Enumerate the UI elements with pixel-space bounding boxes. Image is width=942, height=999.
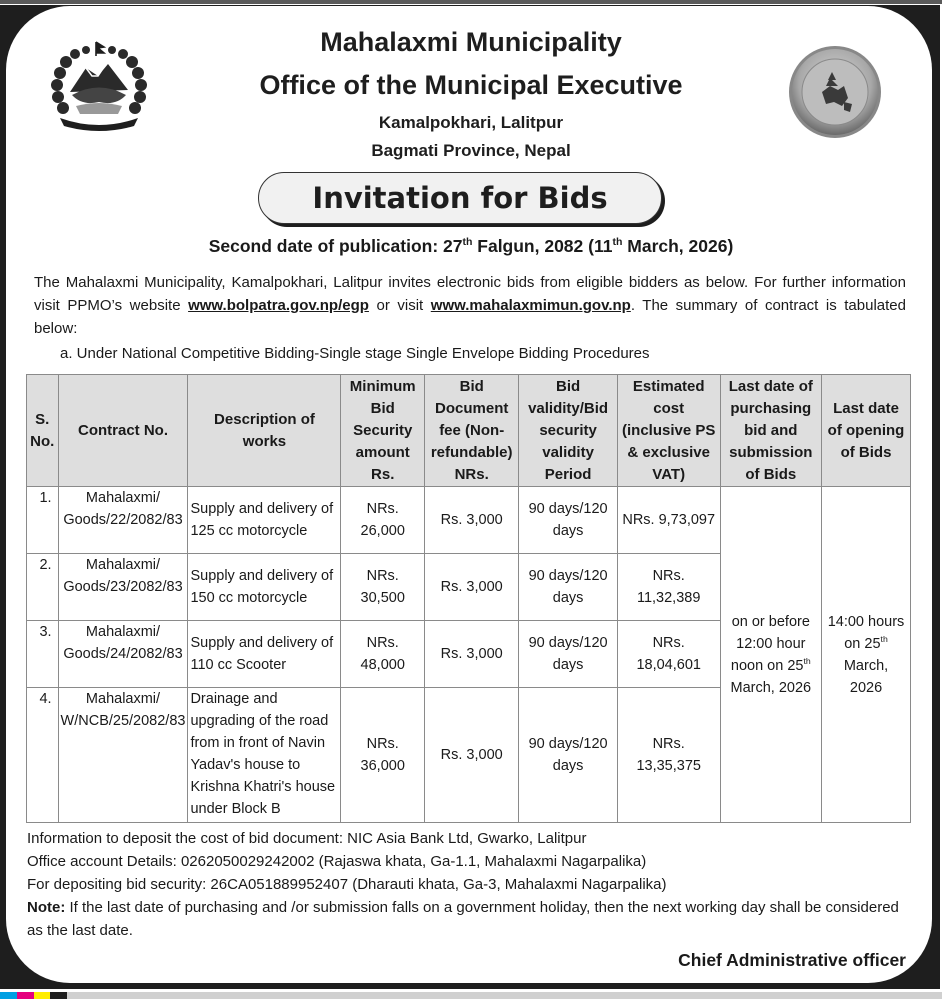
grey-swatch (67, 992, 942, 999)
cell-description: Drainage and upgrading of the road from in front of Navin Yadav's house to Krishna Khatri's house under Block B (188, 688, 341, 823)
cell-fee: Rs. 3,000 (424, 487, 518, 554)
cell-contract: Mahalaxmi/ Goods/22/2082/83 (58, 487, 188, 554)
office-name: Office of the Municipal Executive (259, 70, 683, 100)
notice-title-banner (258, 172, 662, 224)
cell-validity: 90 days/120 days (519, 621, 617, 688)
col-header-fee: Bid Document fee (Non-refundable) NRs. (424, 375, 518, 487)
black-swatch (50, 992, 67, 999)
publication-date (0, 236, 942, 257)
cell-last-opening (822, 487, 911, 823)
cell-description: Supply and delivery of 125 cc motorcycle (188, 487, 341, 554)
cell-cost: NRs. 11,32,389 (617, 554, 720, 621)
intro-text: . The summary of contract is tabulated below: (34, 297, 906, 337)
address-line-2: Bagmati Province, Nepal (371, 141, 571, 160)
pub-date-text: Falgun, 2082 (11 (472, 236, 613, 256)
note (27, 896, 907, 942)
cell-last-submission (720, 487, 821, 823)
table-header-row (27, 375, 911, 487)
cell-security: NRs. 48,000 (341, 621, 424, 688)
cell-fee: Rs. 3,000 (424, 554, 518, 621)
col-header-last-submission: Last date of purchasing bid and submission of Bids (720, 375, 821, 487)
col-header-sno: S. No. (27, 375, 59, 487)
cell-cost: NRs. 18,04,601 (617, 621, 720, 688)
print-color-bar (0, 992, 942, 999)
last-opening-text: 2026 (849, 679, 883, 696)
last-submission-sup: th (803, 655, 811, 666)
bolpatra-link[interactable]: www.bolpatra.gov.np/egp (188, 297, 369, 314)
last-submission-text: on or before (731, 613, 810, 630)
col-header-description: Description of works (188, 375, 341, 487)
bank-info: Information to deposit the cost of bid document: NIC Asia Bank Ltd, Gwarko, Lalitpur (27, 830, 587, 847)
pub-date-sup: th (612, 236, 623, 249)
note-label: Note: (27, 899, 66, 916)
procedure-subheading: a. Under National Competitive Bidding-Single stage Single Envelope Bidding Procedures (60, 345, 650, 362)
col-header-contract: Contract No. (58, 375, 188, 487)
cell-contract: Mahalaxmi/ Goods/23/2082/83 (58, 554, 188, 621)
cyan-swatch (0, 992, 17, 999)
last-opening-text: on 25 (844, 635, 881, 652)
cell-sno: 3. (27, 621, 59, 688)
top-rule (0, 0, 942, 4)
address-line-1: Kamalpokhari, Lalitpur (378, 113, 564, 132)
cell-description: Supply and delivery of 110 cc Scooter (188, 621, 341, 688)
bid-security-account-info: For depositing bid security: 26CA051889952407 (Dharauti khata, Ga-3, Mahalaxmi Nagarpalika) (27, 876, 667, 893)
cell-fee: Rs. 3,000 (424, 688, 518, 823)
notice-title: Invitation for Bids (312, 181, 608, 215)
cell-sno: 4. (27, 688, 59, 823)
last-submission-text: 12:00 hour (736, 635, 806, 652)
cell-description: Supply and delivery of 150 cc motorcycle (188, 554, 341, 621)
col-header-security: Minimum Bid Security amount Rs. (341, 375, 424, 487)
last-opening-text: 14:00 hours (827, 613, 905, 630)
cell-fee: Rs. 3,000 (424, 621, 518, 688)
cell-cost: NRs. 9,73,097 (617, 487, 720, 554)
cell-cost: NRs. 13,35,375 (617, 688, 720, 823)
cell-validity: 90 days/120 days (519, 554, 617, 621)
yellow-swatch (34, 992, 50, 999)
intro-text: or visit (368, 297, 431, 314)
cell-validity: 90 days/120 days (519, 487, 617, 554)
pub-date-text: Second date of publication: 27 (208, 236, 463, 256)
note-text: If the last date of purchasing and /or submission falls on a government holiday, then the next working day shall be considered as the last date. (27, 899, 899, 939)
col-header-validity: Bid validity/Bid security validity Period (519, 375, 617, 487)
cell-contract: Mahalaxmi/ Goods/24/2082/83 (58, 621, 188, 688)
intro-text: The Mahalaxmi Municipality, Kamalpokhari, Lalitpur invites electronic bids from eligible bidders as below. For further information visit PPMO’s website (34, 274, 906, 314)
pub-date-text: March, 2026) (622, 236, 734, 256)
cell-sno: 2. (27, 554, 59, 621)
last-opening-sup: th (880, 633, 888, 644)
cell-validity: 90 days/120 days (519, 688, 617, 823)
last-submission-text: noon on 25 (730, 657, 804, 674)
cell-contract: Mahalaxmi/ W/NCB/25/2082/83 (58, 688, 188, 823)
signature-title: Chief Administrative officer (678, 950, 906, 970)
col-header-cost: Estimated cost (inclusive PS & exclusive VAT) (617, 375, 720, 487)
cell-security: NRs. 30,500 (341, 554, 424, 621)
col-header-last-opening: Last date of opening of Bids (822, 375, 911, 487)
last-submission-text: March, 2026 (730, 679, 812, 696)
intro-paragraph (34, 271, 906, 340)
cell-security: NRs. 36,000 (341, 688, 424, 823)
office-account-info: Office account Details: 0262050029242002 (Rajaswa khata, Ga-1.1, Mahalaxmi Nagarpalika) (27, 853, 647, 870)
payment-info (27, 827, 907, 942)
bids-table (26, 374, 911, 823)
cell-security: NRs. 26,000 (341, 487, 424, 554)
magenta-swatch (17, 992, 34, 999)
municipality-name: Mahalaxmi Municipality (320, 27, 622, 57)
last-opening-text: March, (843, 657, 889, 674)
pub-date-sup: th (462, 236, 473, 249)
municipality-website-link[interactable]: www.mahalaxmimun.gov.np (430, 297, 631, 314)
cell-sno: 1. (27, 487, 59, 554)
table-row (27, 487, 911, 554)
